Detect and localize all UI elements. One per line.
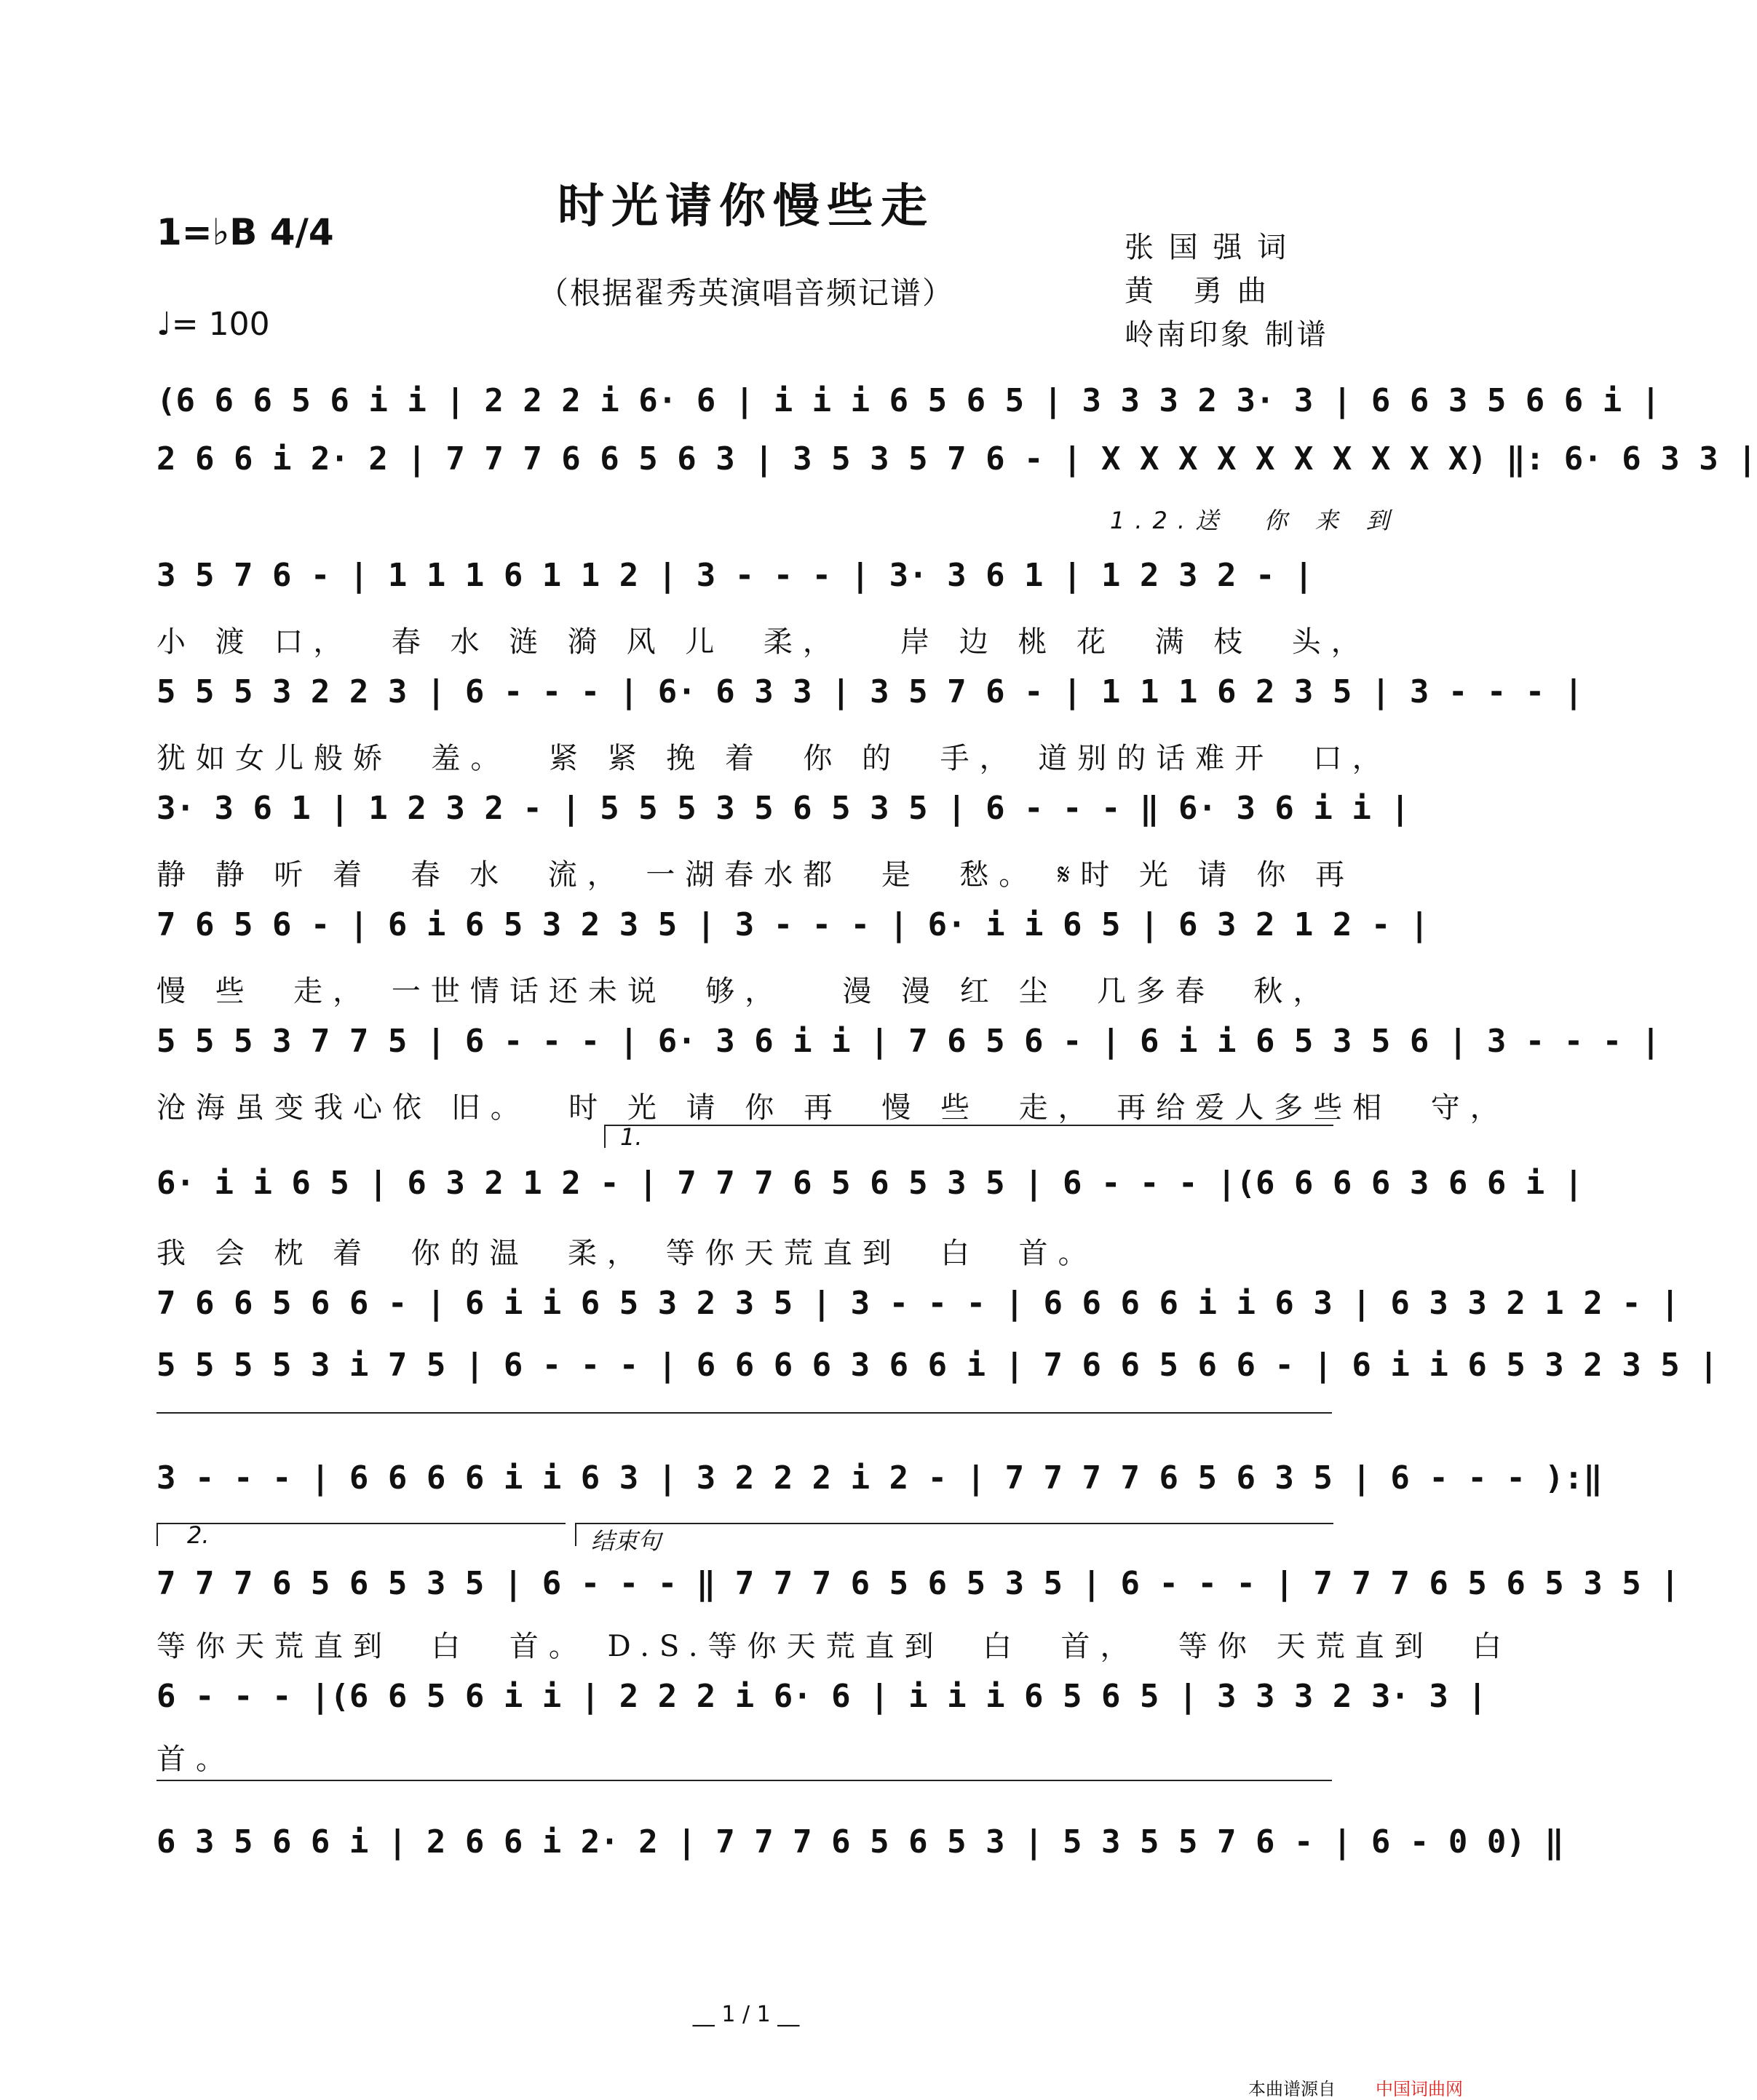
source-note: 本曲谱源自 xyxy=(1248,2079,1336,2099)
score-line-6: 7 6 5 6 - | 6 i 6 5 3 2 3 5 | 3 - - - | 6· i i 6 5 | 6 3 2 1 2 - | xyxy=(156,906,1429,943)
score-line-14: 6 3 5 6 6 i | 2 6 6 i 2· 2 | 7 7 7 6 5 6 5 3 | 5 3 5 5 7 6 - | 6 - 0 0) ‖ xyxy=(156,1823,1564,1861)
composer-credit: 黄 勇 曲 xyxy=(1125,274,1269,308)
lyric-line-8: 我 会 枕 着 你的温 柔， 等你天荒直到 白 首。 xyxy=(156,1237,1098,1270)
repeat-system-rule xyxy=(156,1412,1332,1414)
page-number: __ 1 / 1 __ xyxy=(692,2002,800,2027)
second-ending-label: 2. xyxy=(187,1521,210,1549)
score-line-11: 3 - - - | 6 6 6 6 i i 6 3 | 3 2 2 2 i 2 - | 7 7 7 7 6 5 6 3 5 | 6 - - - ):‖ xyxy=(156,1459,1603,1497)
tempo-marking: ♩= 100 xyxy=(156,306,270,343)
score-line-7: 5 5 5 3 7 7 5 | 6 - - - | 6· 3 6 i i | 7 6 5 6 - | 6 i i 6 5 3 5 6 | 3 - - - | xyxy=(156,1023,1661,1060)
lyric-line-2: 1.2.送 你 来 到 xyxy=(1110,507,1400,534)
lyric-line-4: 犹如女儿般娇 羞。 紧 紧 挽 着 你 的 手， 道别的话难开 口， xyxy=(156,742,1392,775)
score-line-12: 7 7 7 6 5 6 5 3 5 | 6 - - - ‖ 7 7 7 6 5 6 5 3 5 | 6 - - - | 7 7 7 6 5 6 5 3 5 | xyxy=(156,1565,1680,1602)
lyric-line-5: 静 静 听 着 春 水 流， 一湖春水都 是 愁。 𝄋时 光 请 你 再 xyxy=(156,858,1355,892)
first-ending-bracket xyxy=(604,1123,1333,1151)
site-link[interactable]: 中国词曲网 xyxy=(1376,2079,1463,2099)
score-line-1: (6 6 6 5 6 i i | 2 2 2 i 6· 6 | i i i 6 5 6 5 | 3 3 3 2 3· 3 | 6 6 3 5 6 6 i | xyxy=(156,382,1661,419)
first-ending-label: 1. xyxy=(620,1123,643,1151)
song-title: 时光请你慢些走 xyxy=(558,179,935,234)
transcriber-credit: 岭南印象 制谱 xyxy=(1125,318,1329,352)
key-signature: 1=♭B 4/4 xyxy=(156,211,334,253)
final-system-rule xyxy=(156,1780,1332,1781)
score-line-13: 6 - - - |(6 6 5 6 i i | 2 2 2 i 6· 6 | i i i 6 5 6 5 | 3 3 3 2 3· 3 | xyxy=(156,1678,1487,1715)
lyric-line-3: 小 渡 口， 春 水 涟 漪 风 儿 柔， 岸 边 桃 花 满 枝 头， xyxy=(156,625,1371,659)
score-line-2: 2 6 6 i 2· 2 | 7 7 7 6 6 5 6 3 | 3 5 3 5 7 6 - | X X X X X X X X X X) ‖: 6· 6 3 3 | xyxy=(156,440,1757,478)
second-ending-bracket xyxy=(156,1521,566,1549)
score-line-3: 3 5 7 6 - | 1 1 1 6 1 1 2 | 3 - - - | 3· 3 6 1 | 1 2 3 2 - | xyxy=(156,557,1314,594)
score-line-4: 5 5 5 3 2 2 3 | 6 - - - | 6· 6 3 3 | 3 5 7 6 - | 1 1 1 6 2 3 5 | 3 - - - | xyxy=(156,673,1584,710)
song-subtitle: （根据翟秀英演唱音频记谱） xyxy=(537,275,954,311)
score-line-5: 3· 3 6 1 | 1 2 3 2 - | 5 5 5 3 5 6 5 3 5 | 6 - - - ‖ 6· 3 6 i i | xyxy=(156,790,1410,827)
lyric-line-13: 首。 xyxy=(156,1743,235,1776)
lyric-line-12: 等你天荒直到 白 首。 D.S.等你天荒直到 白 首， 等你 天荒直到 白 xyxy=(156,1630,1512,1663)
score-line-9: 7 6 6 5 6 6 - | 6 i i 6 5 3 2 3 5 | 3 - - - | 6 6 6 6 i i 6 3 | 6 3 3 2 1 2 - | xyxy=(156,1285,1680,1322)
coda-bracket xyxy=(575,1523,1333,1555)
left-edge-watermark xyxy=(0,0,13,2096)
lyric-line-6: 慢 些 走， 一世情话还未说 够， 漫 漫 红 尘 几多春 秋， xyxy=(156,975,1333,1008)
score-line-8: 6· i i 6 5 | 6 3 2 1 2 - | 7 7 7 6 5 6 5 3 5 | 6 - - - |(6 6 6 6 3 6 6 i | xyxy=(156,1165,1584,1202)
lyric-line-7: 沧海虽变我心依 旧。 时 光 请 你 再 慢 些 走， 再给爱人多些相 守， xyxy=(156,1091,1510,1125)
lyricist-credit: 张 国 强 词 xyxy=(1125,231,1290,264)
coda-label: 结束句 xyxy=(591,1527,662,1555)
score-line-10: 5 5 5 5 3 i 7 5 | 6 - - - | 6 6 6 6 3 6 6 i | 7 6 6 5 6 6 - | 6 i i 6 5 3 2 3 5 | xyxy=(156,1347,1718,1384)
